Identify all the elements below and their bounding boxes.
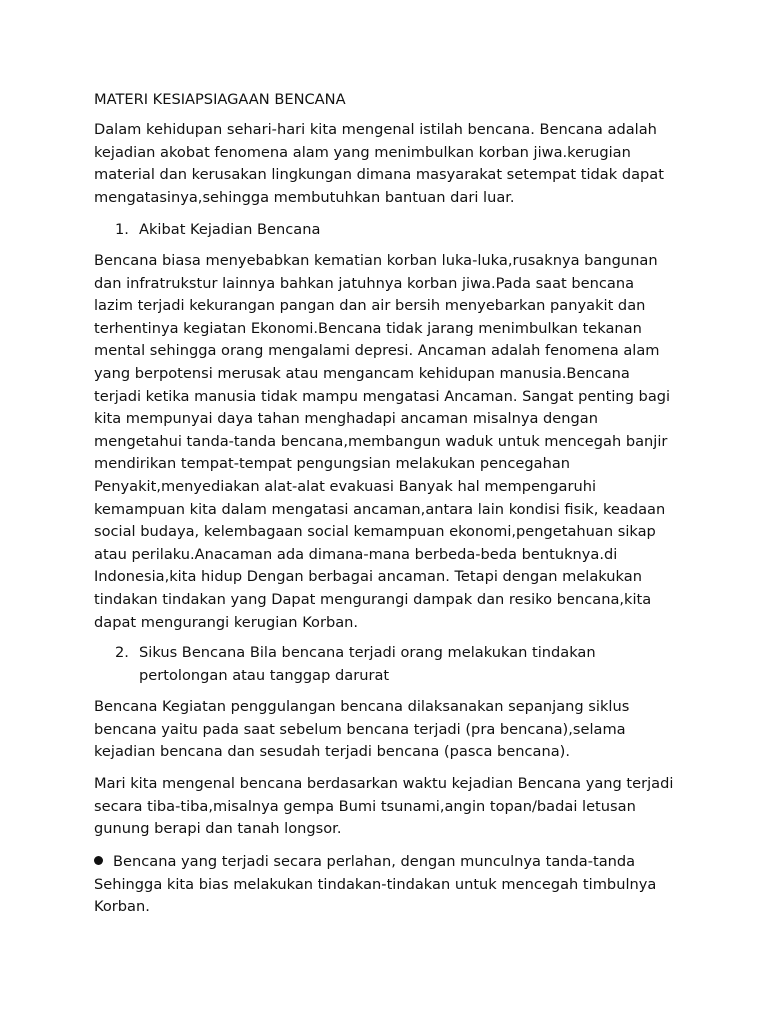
text-line: mengetahui tanda-tanda bencana,membangun waduk untuk mencegah banjir (94, 432, 668, 450)
text-line: kemampuan kita dalam mengatasi ancaman,antara lain kondisi fisik, keadaan (94, 500, 666, 518)
text-line: Bencana yang terjadi secara perlahan, dengan munculnya tanda-tanda (113, 853, 636, 870)
text-line: Bencana Kegiatan penggulangan bencana dilaksanakan sepanjang siklus (94, 698, 630, 715)
text-line: gunung berapi dan tanah longsor. (94, 820, 342, 838)
text-line: atau perilaku.Anacaman ada dimana-mana berbeda-beda bentuknya.di (94, 545, 618, 563)
paragraph-siklus (94, 696, 684, 764)
text-line: mendirikan tempat-tempat pengungsian melakukan pencegahan (94, 455, 571, 473)
list-number: 1. (115, 221, 129, 238)
text-line: Akibat Kejadian Bencana (139, 221, 321, 238)
text-line: lazim terjadi kekurangan pangan dan air bersih menyebarkan panyakit dan (94, 297, 646, 315)
text-line: tindakan tindakan yang Dapat mengurangi dampak dan resiko bencana,kita (94, 590, 652, 608)
numbered-item-2 (94, 642, 694, 688)
text-line: mental sehingga orang mengalami depresi. Ancaman adalah fenomena alam (94, 342, 660, 360)
text-line: terhentinya kegiatan Ekonomi.Bencana tidak jarang menimbulkan tekanan (94, 319, 642, 337)
text-line: bencana yaitu pada saat sebelum bencana terjadi (pra bencana),selama (94, 720, 626, 738)
text-line: Bencana biasa menyebabkan kematian korban luka-luka,rusaknya bangunan (94, 252, 658, 269)
text-line: dapat mengurangi kerugian Korban. (94, 613, 359, 631)
text-line: Korban. (94, 898, 150, 916)
text-line: pertolongan atau tanggap darurat (139, 666, 390, 684)
text-line: Sikus Bencana Bila bencana terjadi orang melakukan tindakan (139, 644, 596, 661)
text-line: Sehingga kita bias melakukan tindakan-tindakan untuk mencegah timbulnya (94, 875, 657, 893)
text-line: Penyakit,menyediakan alat-alat evakuasi Banyak hal mempengaruhi (94, 477, 597, 495)
document-title: MATERI KESIAPSIAGAAN BENCANA (94, 91, 346, 108)
bullet-first-line (94, 851, 694, 874)
text-line: dan infratrukstur lainnya bahkan jatuhnya korban jiwa.Pada saat bencana (94, 274, 635, 292)
text-line: kejadian akobat fenomena alam yang menimbulkan korban jiwa.kerugian (94, 143, 631, 161)
text-line: Indonesia,kita hidup Dengan berbagai ancaman. Tetapi dengan melakukan (94, 568, 642, 586)
intro-paragraph (94, 119, 684, 209)
text-line: mengatasinya,sehingga membutuhkan bantuan dari luar. (94, 188, 515, 206)
list-heading (139, 219, 699, 242)
bullet-dot-icon (94, 856, 103, 865)
text-line: Dalam kehidupan sehari-hari kita mengenal istilah bencana. Bencana adalah (94, 121, 657, 138)
text-line: kejadian bencana dan sesudah terjadi bencana (pasca bencana). (94, 743, 571, 761)
bullet-item (94, 851, 694, 919)
list-heading (139, 642, 699, 687)
text-line: yang berpotensi merusak atau mengancam kehidupan manusia.Bencana (94, 364, 630, 382)
paragraph-akibat (94, 250, 684, 634)
paragraph-jenis-bencana (94, 773, 684, 841)
numbered-item-1 (94, 219, 694, 242)
text-line: secara tiba-tiba,misalnya gempa Bumi tsunami,angin topan/badai letusan (94, 797, 636, 815)
list-number: 2. (115, 644, 129, 661)
text-line: social budaya, kelembagaan social kemampuan ekonomi,pengetahuan sikap (94, 523, 656, 541)
text-line: kita mempunyai daya tahan menghadapi ancaman misalnya dengan (94, 410, 598, 428)
text-line: Mari kita mengenal bencana berdasarkan waktu kejadian Bencana yang terjadi (94, 775, 674, 792)
text-line: terjadi ketika manusia tidak mampu mengatasi Ancaman. Sangat penting bagi (94, 387, 671, 405)
text-line: material dan kerusakan lingkungan dimana masyarakat setempat tidak dapat (94, 166, 664, 184)
